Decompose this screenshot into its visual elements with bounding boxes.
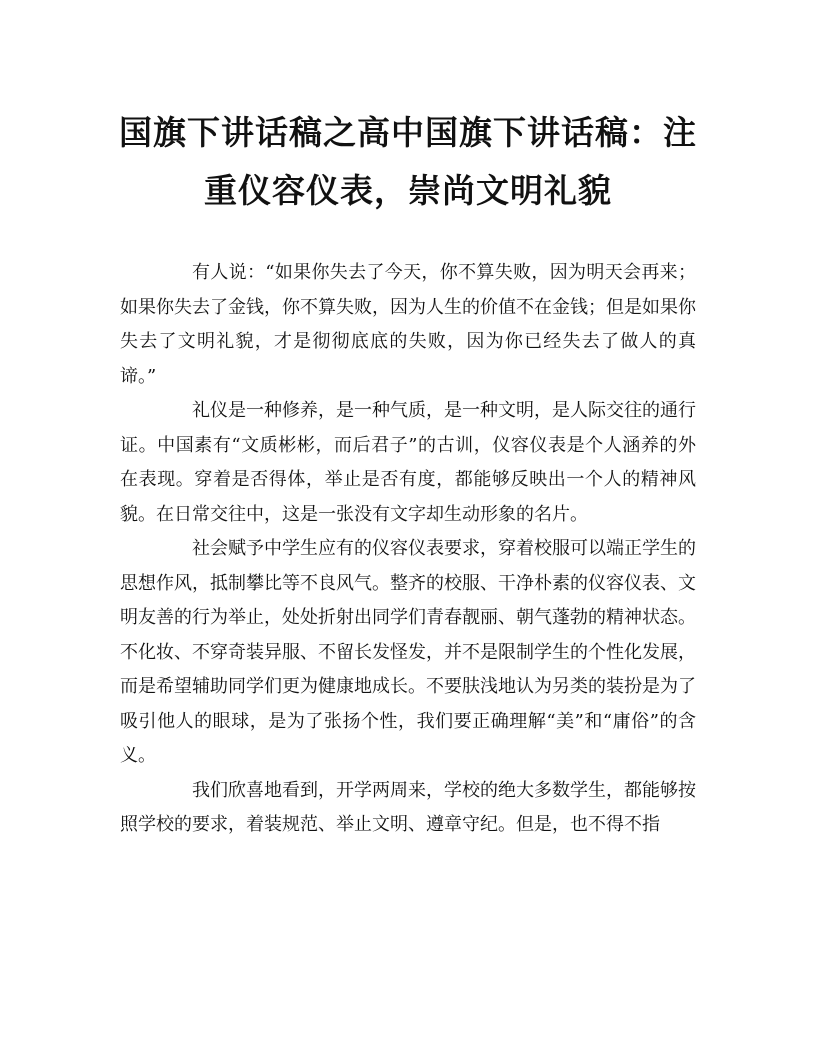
title-line-2: 重仪容仪表，崇尚文明礼貌 — [204, 171, 612, 210]
paragraph-1: 有人说：“如果你失去了今天，你不算失败，因为明天会再来；如果你失去了金钱，你不算失败，因为人生的价值不在金钱；但是如果你失去了文明礼貌，才是彻彻底底的失败，因为你已经失去了做人的真谛。” — [120, 262, 696, 387]
document-body — [120, 256, 696, 843]
title-line-1: 国旗下讲话稿之高中国旗下讲话稿：注 — [119, 113, 697, 152]
paragraph-3: 社会赋予中学生应有的仪容仪表要求，穿着校服可以端正学生的思想作风，抵制攀比等不良风气。整齐的校服、干净朴素的仪容仪表、文明友善的行为举止，处处折射出同学们青春靓丽、朝气蓬勃的精神状态。不化妆、不穿奇装异服、不留长发怪发，并不是限制学生的个性化发展，而是希望辅助同学们更为健康地成长。不要肤浅地认为另类的装扮是为了吸引他人的眼球，是为了张扬个性，我们要正确理解“美”和“庸俗”的含义。 — [120, 538, 696, 766]
document-title — [100, 104, 716, 220]
paragraph-2: 礼仪是一种修养，是一种气质，是一种文明，是人际交往的通行证。中国素有“文质彬彬，而后君子”的古训，仪容仪表是个人涵养的外在表现。穿着是否得体，举止是否有度，都能够反映出一个人的精神风貌。在日常交往中，这是一张没有文字却生动形象的名片。 — [120, 400, 696, 525]
paragraph-4: 我们欣喜地看到，开学两周来，学校的绝大多数学生，都能够按照学校的要求，着装规范、举止文明、遵章守纪。但是，也不得不指 — [120, 779, 696, 835]
